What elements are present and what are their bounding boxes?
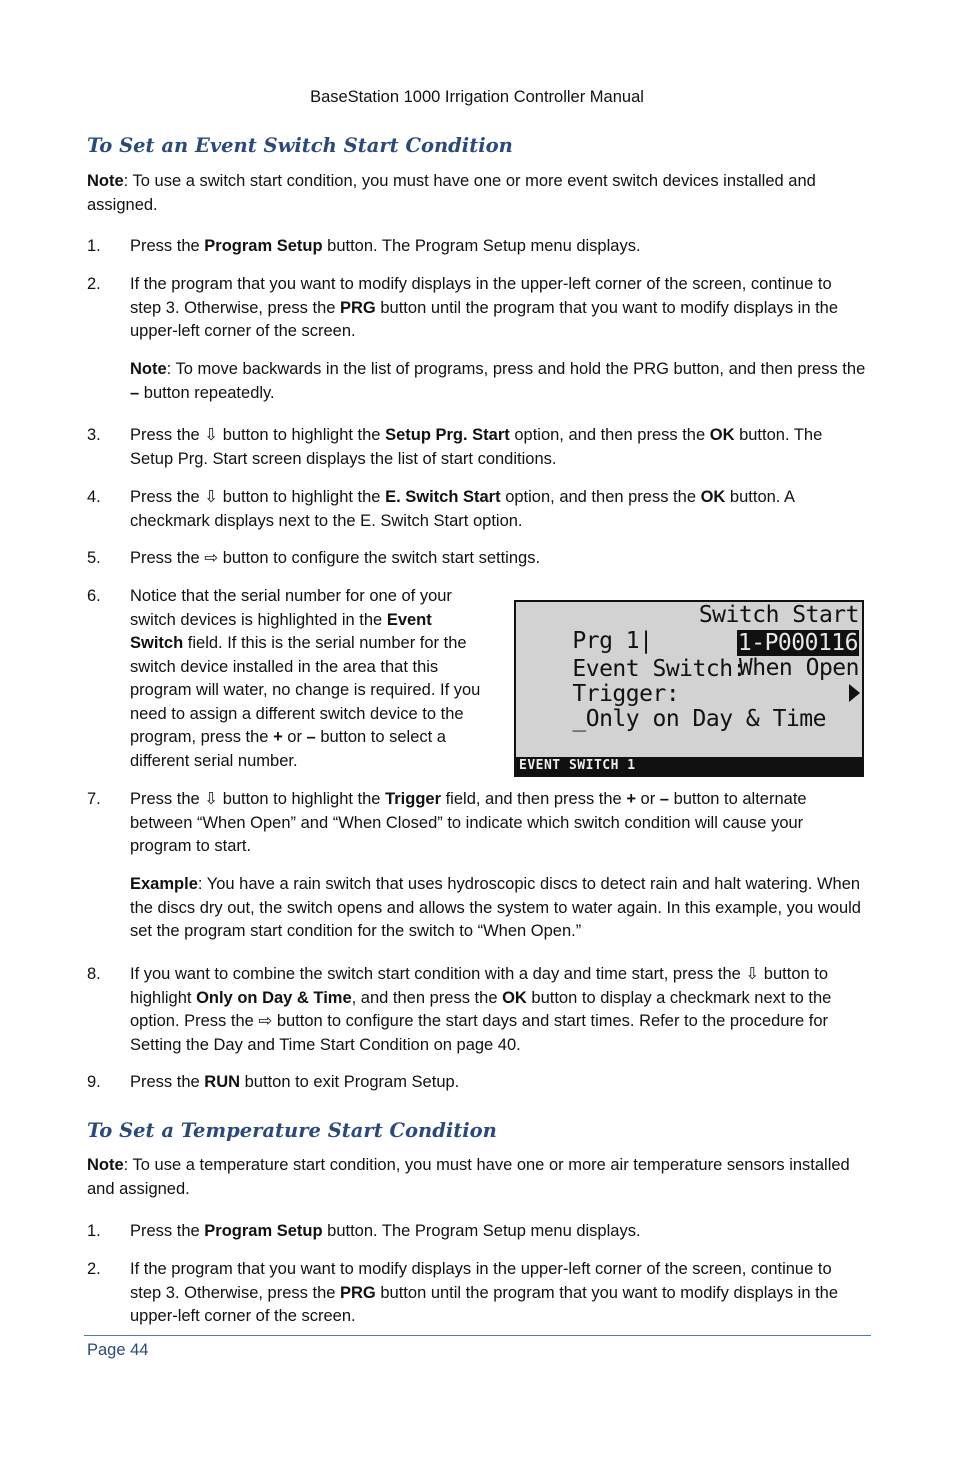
step-7: [87, 788, 867, 859]
lcd-footer: EVENT SWITCH 1: [516, 757, 862, 775]
step-5: [87, 547, 867, 571]
lcd-screen: [514, 600, 864, 777]
step-text: If you want to combine the switch start condition with a day and time start, press the ⇩ button to highlight Only on Day & Time, and then press the OK button to display a checkmark next to the option. Press the ⇨ button to configure the start days and start times. Refer to the procedure for Setting the Day and Time Start Condition on page 40.: [130, 965, 832, 1054]
note-temperature: [87, 1154, 867, 1201]
step-text: Press the ⇨ button to configure the switch start settings.: [130, 549, 541, 567]
lcd-program-label: Prg 1|: [572, 628, 653, 654]
step-number: 9.: [87, 1073, 101, 1091]
step-2-note: Note: To move backwards in the list of programs, press and hold the PRG button, and then press the – button repeatedly.: [130, 360, 866, 402]
step-text: Press the ⇩ button to highlight the E. Switch Start option, and then press the OK button. A checkmark displays next to the E. Switch Start option.: [130, 488, 795, 530]
temp-step-1: [87, 1220, 867, 1244]
temp-step-2: [87, 1258, 867, 1329]
step-text: Press the RUN button to exit Program Setup.: [130, 1073, 460, 1091]
step-text: Press the Program Setup button. The Program Setup menu displays.: [130, 1222, 641, 1240]
section-title-temperature: To Set a Temperature Start Condition: [87, 1119, 497, 1142]
lcd-event-switch-label: Event Switch:: [572, 656, 746, 682]
step-3: [87, 424, 867, 471]
note-text: : To use a switch start condition, you must have one or more event switch devices installed and assigned.: [87, 172, 816, 214]
step-number: 4.: [87, 488, 101, 506]
step-text: Press the ⇩ button to highlight the Trigger field, and then press the + or – button to alternate between “When Open” and “When Closed” to indicate which switch condition will cause your program to start.: [130, 790, 807, 855]
arrow-right-icon: [849, 684, 860, 702]
step-number: 5.: [87, 549, 101, 567]
step-number: 1.: [87, 237, 101, 255]
footer-rule: [84, 1335, 871, 1336]
step-8: [87, 963, 867, 1057]
step-number: 1.: [87, 1222, 101, 1240]
step-text: If the program that you want to modify displays in the upper-left corner of the screen, continue to step 3. Otherwise, press the PRG button until the program that you want to modify displays in the upper-left corner of the screen.: [130, 275, 839, 340]
section-title-event-switch: To Set an Event Switch Start Condition: [87, 134, 513, 157]
note-text: : To use a temperature start condition, you must have one or more air temperature sensors installed and assigned.: [87, 1156, 850, 1198]
note-label: Note: [87, 1156, 124, 1174]
lcd-day-time-option: _Only on Day & Time: [572, 706, 826, 732]
page-number: Page 44: [87, 1341, 149, 1359]
step-number: 3.: [87, 426, 101, 444]
lcd-trigger-value: When Open: [738, 655, 859, 681]
note-event-switch: [87, 170, 867, 217]
step-4: [87, 486, 867, 533]
step-number: 7.: [87, 790, 101, 808]
step-text: If the program that you want to modify displays in the upper-left corner of the screen, continue to step 3. Otherwise, press the PRG button until the program that you want to modify displays in the upper-left corner of the screen.: [130, 1260, 839, 1325]
step-text: Notice that the serial number for one of your switch devices is highlighted in the Event Switch field. If this is the serial number for the switch device installed in the area that this program will water, no change is required. If you need to assign a different switch device to the program, press the + or – button to select a different serial number.: [130, 587, 481, 770]
running-header: BaseStation 1000 Irrigation Controller Manual: [310, 88, 644, 106]
step-2: [87, 273, 867, 344]
step-text: Press the ⇩ button to highlight the Setup Prg. Start option, and then press the OK button. The Setup Prg. Start screen displays the list of start conditions.: [130, 426, 823, 468]
step-1: [87, 235, 867, 259]
lcd-screen-title: Switch Start: [698, 602, 859, 628]
step-number: 8.: [87, 965, 101, 983]
step-number: 6.: [87, 587, 101, 605]
step-number: 2.: [87, 1260, 101, 1278]
step-7-example: Example: You have a rain switch that uses hydroscopic discs to detect rain and halt watering. When the discs dry out, the switch opens and allows the system to water again. In this example, you would set the program start condition for the switch to “When Open.”: [130, 875, 861, 940]
lcd-trigger-label: Trigger:: [572, 681, 680, 707]
step-9: [87, 1071, 867, 1095]
note-label: Note: [87, 172, 124, 190]
lcd-row-trigger: [519, 655, 859, 707]
lcd-row-day-time: [519, 680, 859, 732]
step-6: [87, 585, 487, 773]
step-number: 2.: [87, 275, 101, 293]
step-text: Press the Program Setup button. The Program Setup menu displays.: [130, 237, 641, 255]
lcd-event-switch-value: 1-P000116: [737, 630, 858, 656]
